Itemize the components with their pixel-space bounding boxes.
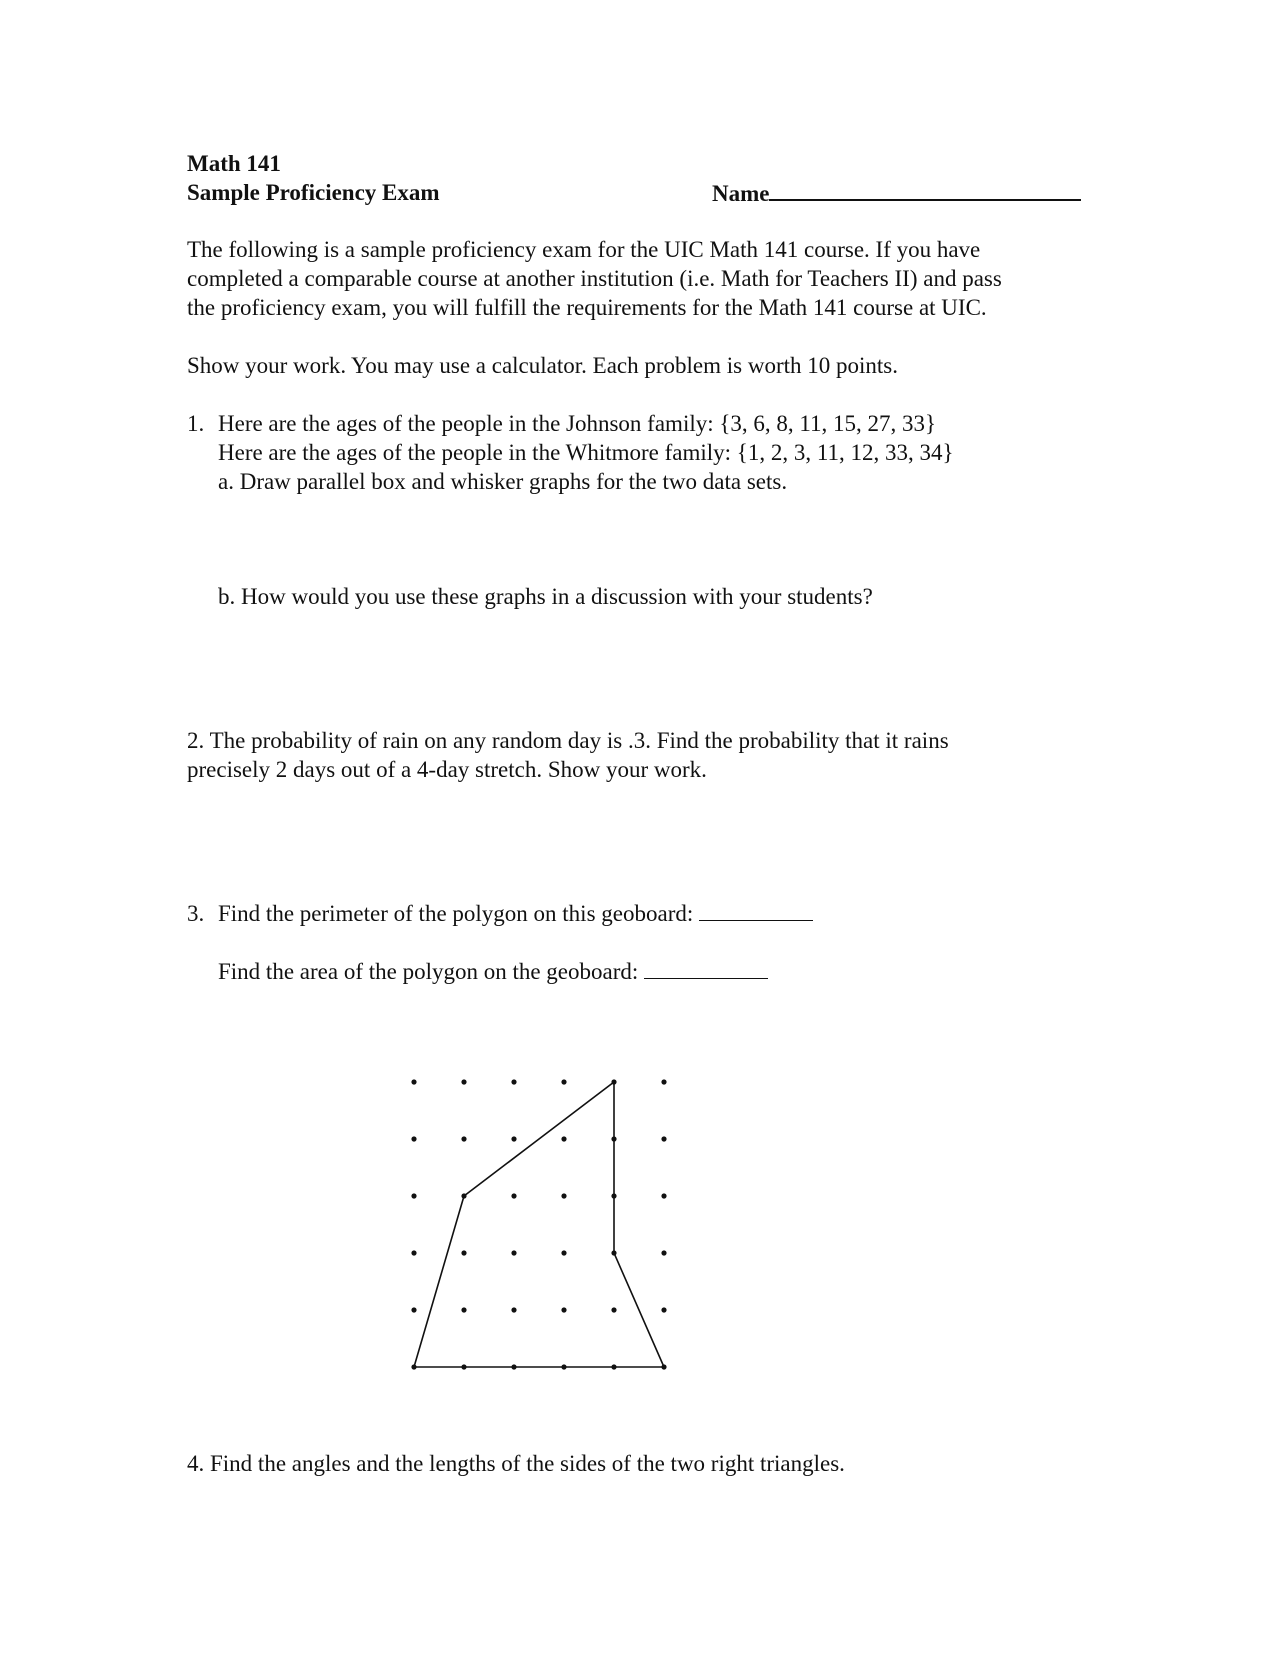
problem2-line-1: 2. The probability of rain on any random day is .3. Find the probability that it rains [187,728,949,753]
perimeter-question [218,900,813,928]
perimeter-answer-blank[interactable] [699,900,813,921]
geoboard-peg [411,1364,416,1369]
geoboard-peg [661,1079,666,1084]
name-field [712,179,1081,208]
instructions: Show your work. You may use a calculator. Each problem is worth 10 points. [187,353,898,378]
intro-line-1: The following is a sample proficiency exam for the UIC Math 141 course. If you have [187,237,981,262]
geoboard-peg [411,1193,416,1198]
perimeter-prompt: Find the perimeter of the polygon on this geoboard: [218,901,694,926]
geoboard-peg [411,1136,416,1141]
name-blank[interactable] [769,179,1081,201]
geoboard-peg [461,1364,466,1369]
geoboard-peg [461,1079,466,1084]
problem1-line-1: Here are the ages of the people in the Johnson family: {3, 6, 8, 11, 15, 27, 33} [218,411,937,436]
problem1-part-b: b. How would you use these graphs in a discussion with your students? [218,584,873,609]
course-title: Math 141 [187,151,281,176]
intro-line-3: the proficiency exam, you will fulfill the requirements for the Math 141 course at UIC. [187,295,987,320]
geoboard-peg [561,1250,566,1255]
problem1-number: 1. [187,411,205,436]
geoboard-peg [411,1307,416,1312]
problem3-number: 3. [187,901,205,926]
geoboard-peg [561,1136,566,1141]
geoboard-peg [611,1307,616,1312]
geoboard [400,1070,680,1380]
geoboard-peg [411,1079,416,1084]
geoboard-peg [511,1250,516,1255]
area-question [218,958,768,986]
geoboard-peg [661,1307,666,1312]
problem1-part-a: a. Draw parallel box and whisker graphs for the two data sets. [218,469,788,494]
problem2-line-2: precisely 2 days out of a 4-day stretch. Show your work. [187,757,707,782]
problem1-line-2: Here are the ages of the people in the Whitmore family: {1, 2, 3, 11, 12, 33, 34} [218,440,954,465]
geoboard-peg [611,1079,616,1084]
geoboard-peg [461,1193,466,1198]
geoboard-peg [611,1250,616,1255]
geoboard-peg [461,1136,466,1141]
geoboard-peg [611,1364,616,1369]
geoboard-peg [511,1136,516,1141]
geoboard-peg [511,1307,516,1312]
problem4-line: 4. Find the angles and the lengths of the sides of the two right triangles. [187,1451,845,1476]
geoboard-peg [461,1250,466,1255]
geoboard-peg [511,1079,516,1084]
geoboard-peg [611,1193,616,1198]
name-label: Name [712,181,770,206]
geoboard-peg [561,1364,566,1369]
geoboard-polygon [414,1082,664,1367]
area-answer-blank[interactable] [644,958,768,979]
area-prompt: Find the area of the polygon on the geoboard: [218,959,639,984]
geoboard-peg [561,1079,566,1084]
geoboard-peg [511,1364,516,1369]
intro-line-2: completed a comparable course at another institution (i.e. Math for Teachers II) and pass [187,266,1002,291]
geoboard-peg [661,1364,666,1369]
geoboard-peg [661,1136,666,1141]
geoboard-peg [411,1250,416,1255]
geoboard-peg [661,1250,666,1255]
geoboard-peg [461,1307,466,1312]
geoboard-peg [661,1193,666,1198]
geoboard-peg [561,1307,566,1312]
exam-title: Sample Proficiency Exam [187,180,440,205]
geoboard-peg [611,1136,616,1141]
geoboard-peg [511,1193,516,1198]
geoboard-pegs [411,1079,666,1369]
geoboard-peg [561,1193,566,1198]
